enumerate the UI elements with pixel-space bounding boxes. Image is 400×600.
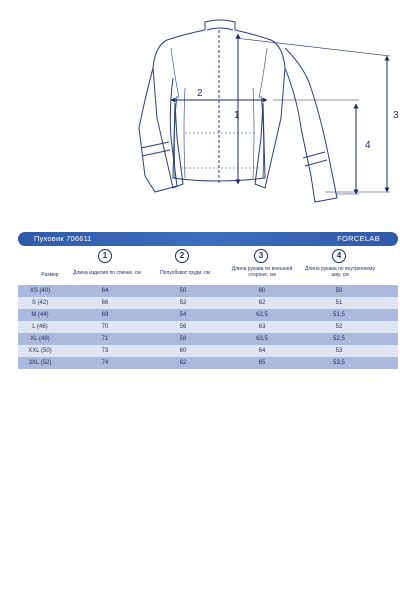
table-row: [18, 357, 398, 369]
header-sleeve-outer: Длина рукава по внешней стороне, см: [231, 266, 293, 278]
table-row: [18, 309, 398, 321]
measure-label-2: 2: [197, 88, 203, 99]
cell-sleeve-inner: 52: [335, 324, 343, 330]
cell-length: 71: [101, 336, 109, 342]
cell-chest: 58: [179, 336, 187, 342]
cell-sleeve-outer: 62,5: [256, 312, 268, 318]
cell-sleeve-inner: 51,5: [333, 312, 345, 318]
cell-sleeve-outer: 60: [258, 288, 266, 294]
cell-length: 73: [101, 348, 109, 354]
column-number-1: 1: [98, 249, 112, 263]
measure-label-1: 1: [234, 110, 240, 121]
cell-size: XXL (50): [28, 348, 52, 354]
cell-chest: 62: [179, 360, 187, 366]
table-row: [18, 285, 398, 297]
table-row: [18, 345, 398, 357]
right-sleeve: [285, 48, 337, 202]
jacket-measurement-diagram: [125, 8, 400, 213]
cell-sleeve-outer: 65: [258, 360, 266, 366]
cell-chest: 52: [179, 300, 187, 306]
cell-length: 64: [101, 288, 109, 294]
cell-sleeve-outer: 64: [258, 348, 266, 354]
cell-sleeve-outer: 63,5: [256, 336, 268, 342]
header-size: Размер: [41, 272, 59, 278]
table-row: [18, 297, 398, 309]
column-number-4: 4: [332, 249, 346, 263]
cell-sleeve-inner: 50: [335, 288, 343, 294]
cell-sleeve-inner: 53: [335, 348, 343, 354]
cell-sleeve-outer: 63: [258, 324, 266, 330]
cell-size: XS (40): [29, 288, 51, 294]
table-row: [18, 333, 398, 345]
table-row: [18, 321, 398, 333]
cell-length: 69: [101, 312, 109, 318]
cell-sleeve-inner: 51: [335, 300, 343, 306]
cell-size: 3XL (52): [28, 360, 52, 366]
measure-label-3: 3: [393, 110, 399, 121]
cell-length: 66: [101, 300, 109, 306]
jacket-body: [153, 30, 285, 188]
cell-size: L (46): [32, 324, 48, 330]
cell-chest: 50: [179, 288, 187, 294]
product-title: Пуховик 706611: [34, 234, 92, 243]
header-sleeve-inner: Длина рукава по внутреннему шву, см: [304, 266, 376, 278]
cell-length: 70: [101, 324, 109, 330]
header-length: Длина изделия по спинке, см: [73, 270, 141, 276]
cell-sleeve-inner: 52,5: [333, 336, 345, 342]
jacket-sketch: [125, 8, 400, 213]
column-number-2: 2: [175, 249, 189, 263]
cell-size: S (42): [31, 300, 49, 306]
cell-chest: 60: [179, 348, 187, 354]
cell-chest: 56: [179, 324, 187, 330]
left-sleeve: [139, 68, 177, 192]
cell-length: 74: [101, 360, 109, 366]
cell-sleeve-outer: 62: [258, 300, 266, 306]
measure-label-4: 4: [365, 140, 371, 151]
cell-size: M (44): [31, 312, 49, 318]
product-banner: [18, 232, 398, 246]
cell-sleeve-inner: 53,5: [333, 360, 345, 366]
cell-chest: 54: [179, 312, 187, 318]
brand-name: FORCELAB: [337, 234, 380, 243]
column-number-3: 3: [254, 249, 268, 263]
header-chest: Полуобхват груди, см: [160, 270, 210, 276]
cell-size: XL (48): [30, 336, 50, 342]
